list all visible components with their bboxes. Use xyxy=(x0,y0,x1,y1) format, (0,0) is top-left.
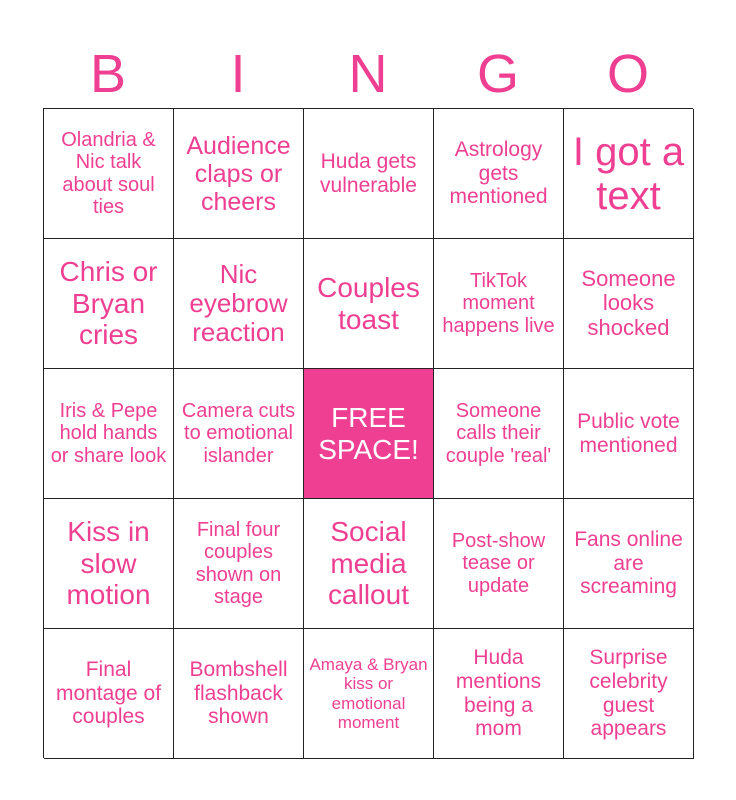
bingo-cell-o2[interactable]: Someone looks shocked xyxy=(564,239,694,369)
bingo-cell-g4[interactable]: Post-show tease or update xyxy=(434,499,564,629)
bingo-cell-b5[interactable]: Final montage of couples xyxy=(44,629,174,759)
bingo-cell-g3[interactable]: Someone calls their couple 'real' xyxy=(434,369,564,499)
header-letter-b: B xyxy=(89,44,127,104)
bingo-cell-g2[interactable]: TikTok moment happens live xyxy=(434,239,564,369)
bingo-cell-g5[interactable]: Huda mentions being a mom xyxy=(434,629,564,759)
bingo-free-space[interactable]: FREE SPACE! xyxy=(304,369,434,499)
bingo-cell-o1[interactable]: I got a text xyxy=(564,109,694,239)
bingo-cell-b3[interactable]: Iris & Pepe hold hands or share look xyxy=(44,369,174,499)
bingo-cell-n2[interactable]: Couples toast xyxy=(304,239,434,369)
bingo-cell-i4[interactable]: Final four couples shown on stage xyxy=(174,499,304,629)
bingo-cell-g1[interactable]: Astrology gets mentioned xyxy=(434,109,564,239)
bingo-cell-n1[interactable]: Huda gets vulnerable xyxy=(304,109,434,239)
header-letter-o: O xyxy=(606,44,649,104)
bingo-cell-b4[interactable]: Kiss in slow motion xyxy=(44,499,174,629)
bingo-cell-o3[interactable]: Public vote mentioned xyxy=(564,369,694,499)
bingo-header xyxy=(43,40,693,108)
bingo-cell-i3[interactable]: Camera cuts to emotional islander xyxy=(174,369,304,499)
bingo-cell-o5[interactable]: Surprise celebrity guest appears xyxy=(564,629,694,759)
bingo-cell-b2[interactable]: Chris or Bryan cries xyxy=(44,239,174,369)
bingo-cell-i2[interactable]: Nic eyebrow reaction xyxy=(174,239,304,369)
bingo-cell-o4[interactable]: Fans online are screaming xyxy=(564,499,694,629)
bingo-cell-b1[interactable]: Olandria & Nic talk about soul ties xyxy=(44,109,174,239)
header-letter-g: G xyxy=(476,44,519,104)
bingo-cell-n5[interactable]: Amaya & Bryan kiss or emotional moment xyxy=(304,629,434,759)
bingo-board xyxy=(43,108,693,758)
bingo-cell-i1[interactable]: Audience claps or cheers xyxy=(174,109,304,239)
header-letter-n: N xyxy=(348,44,388,104)
header-letter-i: I xyxy=(230,44,246,104)
bingo-cell-i5[interactable]: Bombshell flashback shown xyxy=(174,629,304,759)
bingo-cell-n4[interactable]: Social media callout xyxy=(304,499,434,629)
